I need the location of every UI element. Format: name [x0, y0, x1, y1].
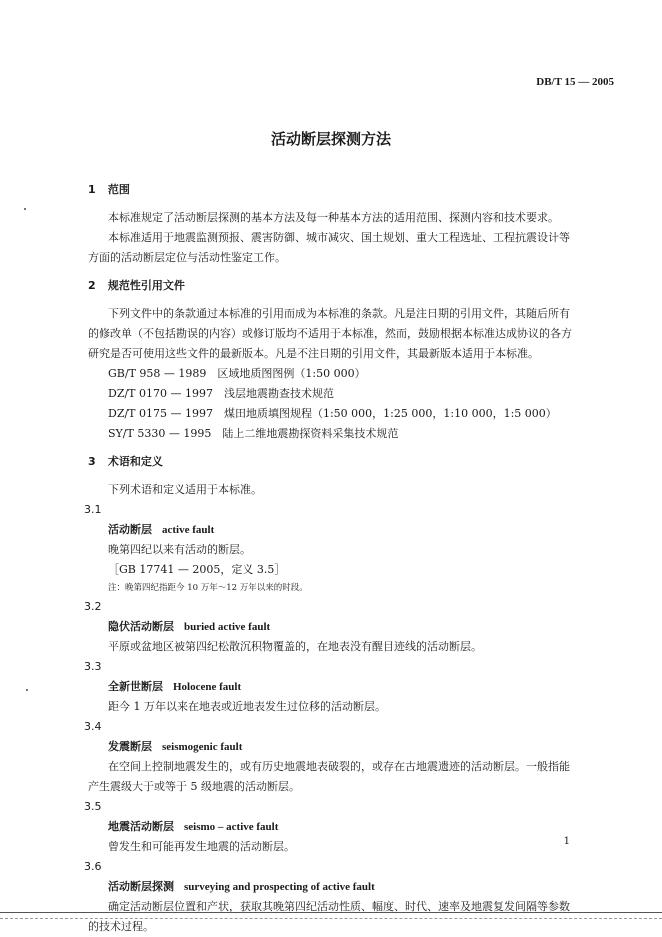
term-number: 3.3 [84, 660, 102, 673]
term-definition: 平原或盆地区被第四纪松散沉积物覆盖的，在地表没有醒目迹线的活动断层。 [108, 640, 482, 653]
term-heading [88, 877, 612, 897]
term-en: active fault [162, 524, 215, 536]
paragraph-cont: 的修改单（不包括勘误的内容）或修订版均不适用于本标准，然而，鼓励根据本标准达成协议的各方 [88, 327, 572, 340]
term-definition: 距今 1 万年以来在地表或近地表发生过位移的活动断层。 [108, 700, 386, 713]
standard-code: DB/T 15 — 2005 [536, 76, 614, 88]
reference-item: SY/T 5330 — 1995 陆上二维地震勘探资料采集技术规范 [108, 427, 399, 440]
term-definition: 晚第四纪以来有活动的断层。 [108, 543, 251, 556]
page-title: 活动断层探测方法 [270, 130, 391, 148]
section-title: 术语和定义 [107, 455, 163, 468]
section-number: 3 [88, 455, 96, 468]
reference-item: GB/T 958 — 1989 区域地质图图例（1:50 000） [108, 367, 366, 380]
paragraph: 下列文件中的条款通过本标准的引用而成为本标准的条款。凡是注日期的引用文件，其随后所有 [108, 307, 570, 320]
term-definition-cont: 的技术过程。 [88, 920, 154, 933]
term-number: 3.1 [84, 503, 102, 516]
term-definition: 确定活动断层位置和产状，获取其晚第四纪活动性质、幅度、时代、速率及地震复发间隔等参数 [108, 900, 570, 913]
section-number: 2 [88, 279, 96, 292]
paragraph: 本标准规定了活动断层探测的基本方法及每一种基本方法的适用范围、探测内容和技术要求。 [108, 211, 559, 224]
term-number: 3.2 [84, 600, 102, 613]
term-heading [88, 520, 612, 540]
term-en: Holocene fault [173, 681, 242, 693]
section-2-heading [88, 276, 612, 296]
paragraph-cont: 方面的活动断层定位与活动性鉴定工作。 [88, 251, 286, 264]
scan-speck [26, 689, 28, 691]
term-definition: 曾发生和可能再发生地震的活动断层。 [108, 840, 295, 853]
term-cn: 发震断层 [108, 740, 152, 753]
term-cn: 活动断层 [108, 523, 152, 536]
term-en: seismo – active fault [184, 821, 279, 833]
section-title: 范围 [107, 183, 130, 196]
section-3-heading [88, 452, 612, 472]
term-heading [88, 817, 612, 837]
section-1-heading [88, 180, 612, 200]
term-en: buried active fault [184, 621, 271, 633]
term-number: 3.5 [84, 800, 102, 813]
footer-edge-line [0, 912, 662, 913]
term-number: 3.6 [84, 860, 102, 873]
term-number: 3.4 [84, 720, 102, 733]
term-cn: 活动断层探测 [108, 880, 174, 893]
term-cn: 隐伏活动断层 [108, 620, 174, 633]
term-cn: 地震活动断层 [108, 820, 174, 833]
term-heading [88, 617, 612, 637]
term-en: seismogenic fault [162, 741, 243, 753]
term-en: surveying and prospecting of active fault [184, 881, 375, 893]
term-heading [88, 737, 612, 757]
section-number: 1 [88, 183, 96, 196]
footer-edge-line [0, 918, 662, 919]
paragraph: 本标准适用于地震监测预报、震害防御、城市减灾、国土规划、重大工程选址、工程抗震设计等 [108, 231, 570, 244]
term-heading [88, 677, 612, 697]
term-cn: 全新世断层 [108, 680, 163, 693]
paragraph-cont: 研究是否可使用这些文件的最新版本。凡是不注日期的引用文件，其最新版本适用于本标准。 [88, 347, 539, 360]
paragraph: 下列术语和定义适用于本标准。 [108, 483, 262, 496]
scan-speck [24, 208, 26, 210]
document-body [84, 180, 612, 937]
term-reference: ［GB 17741 — 2005，定义 3.5］ [108, 563, 286, 576]
reference-item: DZ/T 0170 — 1997 浅层地震勘查技术规范 [108, 387, 334, 400]
term-note: 注：晚第四纪指距今 10 万年～12 万年以来的时段。 [108, 583, 308, 593]
term-definition-cont: 产生震级大于或等于 5 级地震的活动断层。 [88, 780, 300, 793]
page-number: 1 [563, 836, 570, 847]
term-definition: 在空间上控制地震发生的，或有历史地震地表破裂的，或存在古地震遗迹的活动断层。一般指能 [108, 760, 570, 773]
section-title: 规范性引用文件 [107, 279, 185, 292]
reference-item: DZ/T 0175 — 1997 煤田地质填图规程（1:50 000，1:25 000，1:10 000，1:5 000） [108, 407, 557, 420]
